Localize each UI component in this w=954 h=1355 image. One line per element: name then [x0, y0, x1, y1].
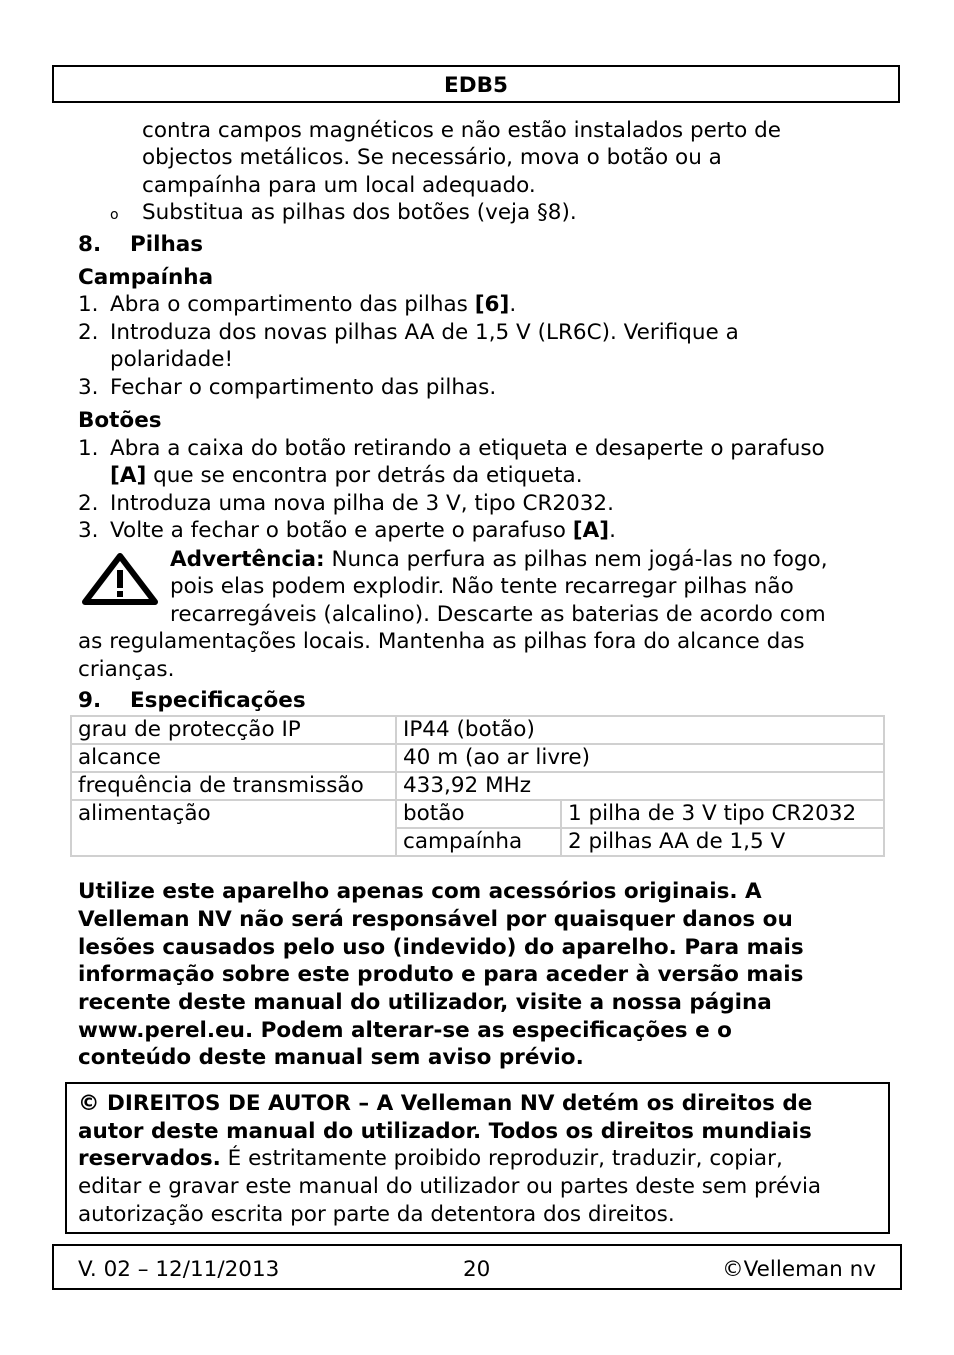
notice-line-2: Velleman NV não será responsável por quaisquer danos ou	[78, 907, 793, 932]
intro-line-3: campaínha para um local adequado.	[142, 173, 536, 198]
section-9-number: 9.	[78, 688, 102, 713]
intro-line-1: contra campos magnéticos e não estão instalados perto de	[142, 118, 781, 143]
botoes-step-1-line-1: Abra a caixa do botão retirando a etiqueta e desaperte o parafuso	[110, 436, 825, 461]
spec-value: 433,92 MHz	[396, 772, 884, 800]
footer-page-number: 20	[463, 1257, 491, 1282]
campainha-step-3: Fechar o compartimento das pilhas.	[110, 375, 497, 400]
step-number: 1.	[78, 292, 99, 317]
table-row	[71, 800, 884, 828]
copyright-line-4: editar e gravar este manual do utilizador ou partes deste sem prévia	[78, 1174, 822, 1199]
section-9-title: Especificações	[130, 688, 306, 713]
warning-triangle-icon	[82, 553, 158, 605]
spec-label: alcance	[71, 744, 396, 772]
campainha-step-1: Abra o compartimento das pilhas [6].	[110, 292, 517, 317]
step-number: 3.	[78, 375, 99, 400]
copyright-line-1: © DIREITOS DE AUTOR – A Velleman NV detém os direitos de	[78, 1091, 813, 1116]
campainha-heading: Campaínha	[78, 265, 214, 290]
warning-label: Advertência:	[170, 547, 325, 572]
step-number: 2.	[78, 320, 99, 345]
notice-line-4: informação sobre este produto e para aceder à versão mais	[78, 962, 804, 987]
table-row	[71, 744, 884, 772]
step-number: 1.	[78, 436, 99, 461]
spec-value: IP44 (botão)	[396, 716, 884, 744]
notice-line-6: www.perel.eu. Podem alterar-se as especificações e o	[78, 1018, 732, 1043]
page-header	[52, 65, 900, 103]
spec-label: frequência de transmissão	[71, 772, 396, 800]
notice-line-7: conteúdo deste manual sem aviso prévio.	[78, 1045, 584, 1070]
bullet-marker: o	[110, 207, 119, 223]
spec-label: grau de protecção IP	[71, 716, 396, 744]
step-number: 2.	[78, 491, 99, 516]
table-row	[71, 772, 884, 800]
header-title: EDB5	[444, 73, 508, 98]
notice-line-3: lesões causados pelo uso (indevido) do aparelho. Para mais	[78, 935, 804, 960]
intro-line-2: objectos metálicos. Se necessário, mova o botão ou a	[142, 145, 722, 170]
footer-version: V. 02 – 12/11/2013	[78, 1257, 280, 1282]
warning-line-3: recarregáveis (alcalino). Descarte as baterias de acordo com	[170, 602, 826, 627]
section-8-number: 8.	[78, 232, 102, 257]
warning-line-5: crianças.	[78, 657, 175, 682]
botoes-step-3: Volte a fechar o botão e aperte o parafuso [A].	[110, 518, 616, 543]
botoes-step-1-line-2: [A] que se encontra por detrás da etiqueta.	[110, 463, 583, 488]
notice-line-5: recente deste manual do utilizador, visite a nossa página	[78, 990, 772, 1015]
copyright-line-5: autorização escrita por parte da detentora dos direitos.	[78, 1202, 675, 1227]
campainha-step-2-line-2: polaridade!	[110, 347, 234, 372]
notice-line-1: Utilize este aparelho apenas com acessórios originais. A	[78, 879, 762, 904]
intro-bullet-text: Substitua as pilhas dos botões (veja §8).	[142, 200, 577, 225]
specifications-table	[70, 715, 885, 857]
spec-value: 40 m (ao ar livre)	[396, 744, 884, 772]
botoes-step-2: Introduza uma nova pilha de 3 V, tipo CR2032.	[110, 491, 614, 516]
warning-line-2: pois elas podem explodir. Não tente recarregar pilhas não	[170, 574, 794, 599]
warning-line-4: as regulamentações locais. Mantenha as pilhas fora do alcance das	[78, 629, 805, 654]
copyright-line-2: autor deste manual do utilizador. Todos os direitos mundiais	[78, 1119, 812, 1144]
footer-company: ©Velleman nv	[722, 1257, 876, 1282]
warning-line-1: Advertência: Nunca perfura as pilhas nem jogá-las no fogo,	[170, 547, 828, 572]
copyright-line-3: reservados. É estritamente proibido reproduzir, traduzir, copiar,	[78, 1146, 783, 1171]
spec-sublabel: botão	[396, 800, 561, 828]
spec-sublabel: campaínha	[396, 828, 561, 856]
botoes-heading: Botões	[78, 408, 162, 433]
spec-value: 1 pilha de 3 V tipo CR2032	[561, 800, 884, 828]
spec-label: alimentação	[71, 800, 396, 856]
step-number: 3.	[78, 518, 99, 543]
spec-value: 2 pilhas AA de 1,5 V	[561, 828, 884, 856]
table-row	[71, 716, 884, 744]
campainha-step-2-line-1: Introduza dos novas pilhas AA de 1,5 V (LR6C). Verifique a	[110, 320, 739, 345]
section-8-title: Pilhas	[130, 232, 204, 257]
